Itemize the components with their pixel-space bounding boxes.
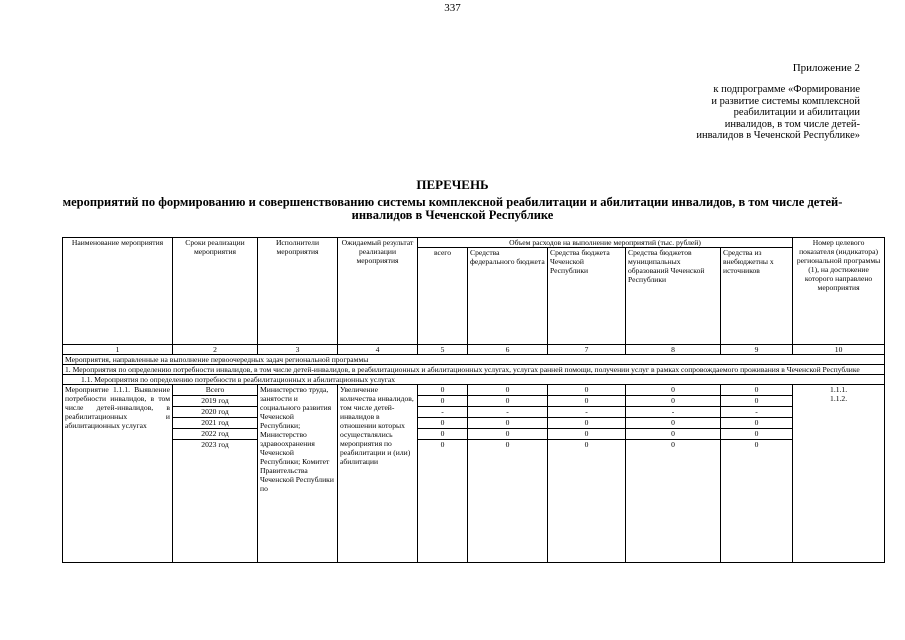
activities-table	[62, 237, 885, 563]
section-1-1-row: 1.1. Мероприятия по определению потребности в реабилитационных и абилитационных услугах	[63, 375, 885, 385]
column-number: 1	[63, 345, 173, 355]
value-cell: 0	[721, 396, 792, 407]
header-expenses-group: Объем расходов на выполнение мероприятий (тыс. рублей)	[418, 238, 793, 248]
activity-offbudget	[721, 385, 793, 563]
value-cell: -	[626, 407, 720, 418]
value-cell: 0	[468, 385, 547, 396]
header-federal: Средства федерального бюджета	[468, 248, 548, 345]
column-number: 5	[418, 345, 468, 355]
value-cell: 0	[418, 396, 467, 407]
term-item: 2019 год	[173, 396, 257, 407]
column-number: 10	[793, 345, 885, 355]
value-cell: 0	[548, 429, 625, 440]
value-cell: 0	[418, 385, 467, 396]
appendix-line: инвалидов, в том числе детей-	[724, 118, 860, 130]
column-number-row	[63, 345, 885, 355]
header-indicator: Номер целевого показателя (индикатора) региональной программы (1), на достижение которого направлено мероприятия	[793, 238, 885, 345]
column-number: 6	[468, 345, 548, 355]
term-item: Всего	[173, 385, 257, 396]
column-number: 4	[338, 345, 418, 355]
header-executors: Исполнители мероприятия	[258, 238, 338, 345]
value-cell: -	[468, 407, 547, 418]
section-1-row: 1. Мероприятия по определению потребности инвалидов, в том числе детей-инвалидов, в реабилитационных и абилитационных услугах, услугах ранней помощи, получении услуг в рамках сопровождаемого проживания в Чеченской Республике	[63, 365, 885, 375]
column-number: 8	[626, 345, 721, 355]
activity-name: Мероприятие 1.1.1. Выявление потребности инвалидов, в том числе детей-инвалидов, в реабилитационных и абилитационных услугах	[63, 385, 173, 563]
activity-executors: Министерство труда, занятости и социального развития Чеченской Республики; Министерство здравоохранения Чеченской Республики; Комитет Правительства Чеченской Республики по	[258, 385, 338, 563]
header-municipal: Средства бюджетов муниципальных образований Чеченской Республики	[626, 248, 721, 345]
value-cell: 0	[548, 418, 625, 429]
value-cell: 0	[671, 440, 675, 449]
term-item: 2021 год	[173, 418, 257, 429]
document-heading: ПЕРЕЧЕНЬ	[416, 177, 489, 192]
page-number: 337	[444, 2, 461, 14]
header-offbudget: Средства из внебюджетны х источников	[721, 248, 793, 345]
activity-indicators	[793, 385, 885, 563]
activity-terms	[173, 385, 258, 563]
column-number: 9	[721, 345, 793, 355]
value-cell: 0	[721, 418, 792, 429]
appendix-subtitle	[620, 84, 860, 142]
value-cell: 0	[626, 418, 720, 429]
header-result: Ожидаемый результат реализации мероприятия	[338, 238, 418, 345]
indicator-item: 1.1.1.	[830, 385, 848, 394]
header-name: Наименование мероприятия	[63, 238, 173, 345]
appendix-line: реабилитации и абилитации	[733, 107, 860, 118]
value-cell: 0	[440, 440, 445, 449]
activity-federal	[468, 385, 548, 563]
section-main-row: Мероприятия, направленные на выполнение первоочередных задач региональной программы	[63, 355, 885, 365]
value-cell: 0	[418, 418, 467, 429]
value-cell: -	[721, 407, 792, 418]
term-item: 2023 год	[201, 440, 229, 449]
value-cell: -	[418, 407, 467, 418]
value-cell: 0	[468, 429, 547, 440]
value-cell: 0	[626, 385, 720, 396]
activity-result: Увеличение количества инвалидов, том числе детей-инвалидов в отношении которых осуществлялись мероприятия по реабилитации и (или) абилитации	[338, 385, 418, 563]
value-cell: 0	[468, 418, 547, 429]
header-terms: Сроки реализации мероприятия	[173, 238, 258, 345]
value-cell: 0	[721, 429, 792, 440]
activity-row	[63, 385, 885, 563]
header-total: всего	[418, 248, 468, 345]
value-cell: 0	[548, 385, 625, 396]
appendix-line: инвалидов в Чеченской Республике»	[696, 130, 860, 141]
term-item: 2020 год	[173, 407, 257, 418]
value-cell: 0	[584, 440, 589, 449]
value-cell: 0	[505, 440, 510, 449]
value-cell: 0	[548, 396, 625, 407]
activity-municipal	[626, 385, 721, 563]
header-republic: Средства бюджета Чеченской Республики	[548, 248, 626, 345]
value-cell: 0	[754, 440, 759, 449]
document-subheading: мероприятий по формированию и совершенствованию системы комплексной реабилитации и абилитации инвалидов, в том числе детей-инвалидов в Чеченской Республике	[62, 195, 843, 222]
appendix-title: Приложение 2	[792, 62, 860, 74]
value-cell: 0	[626, 396, 720, 407]
column-number: 2	[173, 345, 258, 355]
appendix-line: и развитие системы комплексной	[711, 95, 860, 107]
term-item: 2022 год	[173, 429, 257, 440]
value-cell: -	[548, 407, 625, 418]
value-cell: 0	[418, 429, 467, 440]
value-cell: 0	[626, 429, 720, 440]
indicator-item: 1.1.2.	[830, 394, 848, 403]
appendix-line: к подпрограмме «Формирование	[713, 84, 860, 95]
value-cell: 0	[721, 385, 792, 396]
activity-republic	[548, 385, 626, 563]
column-number: 3	[258, 345, 338, 355]
value-cell: 0	[468, 396, 547, 407]
activity-total	[418, 385, 468, 563]
column-number: 7	[548, 345, 626, 355]
